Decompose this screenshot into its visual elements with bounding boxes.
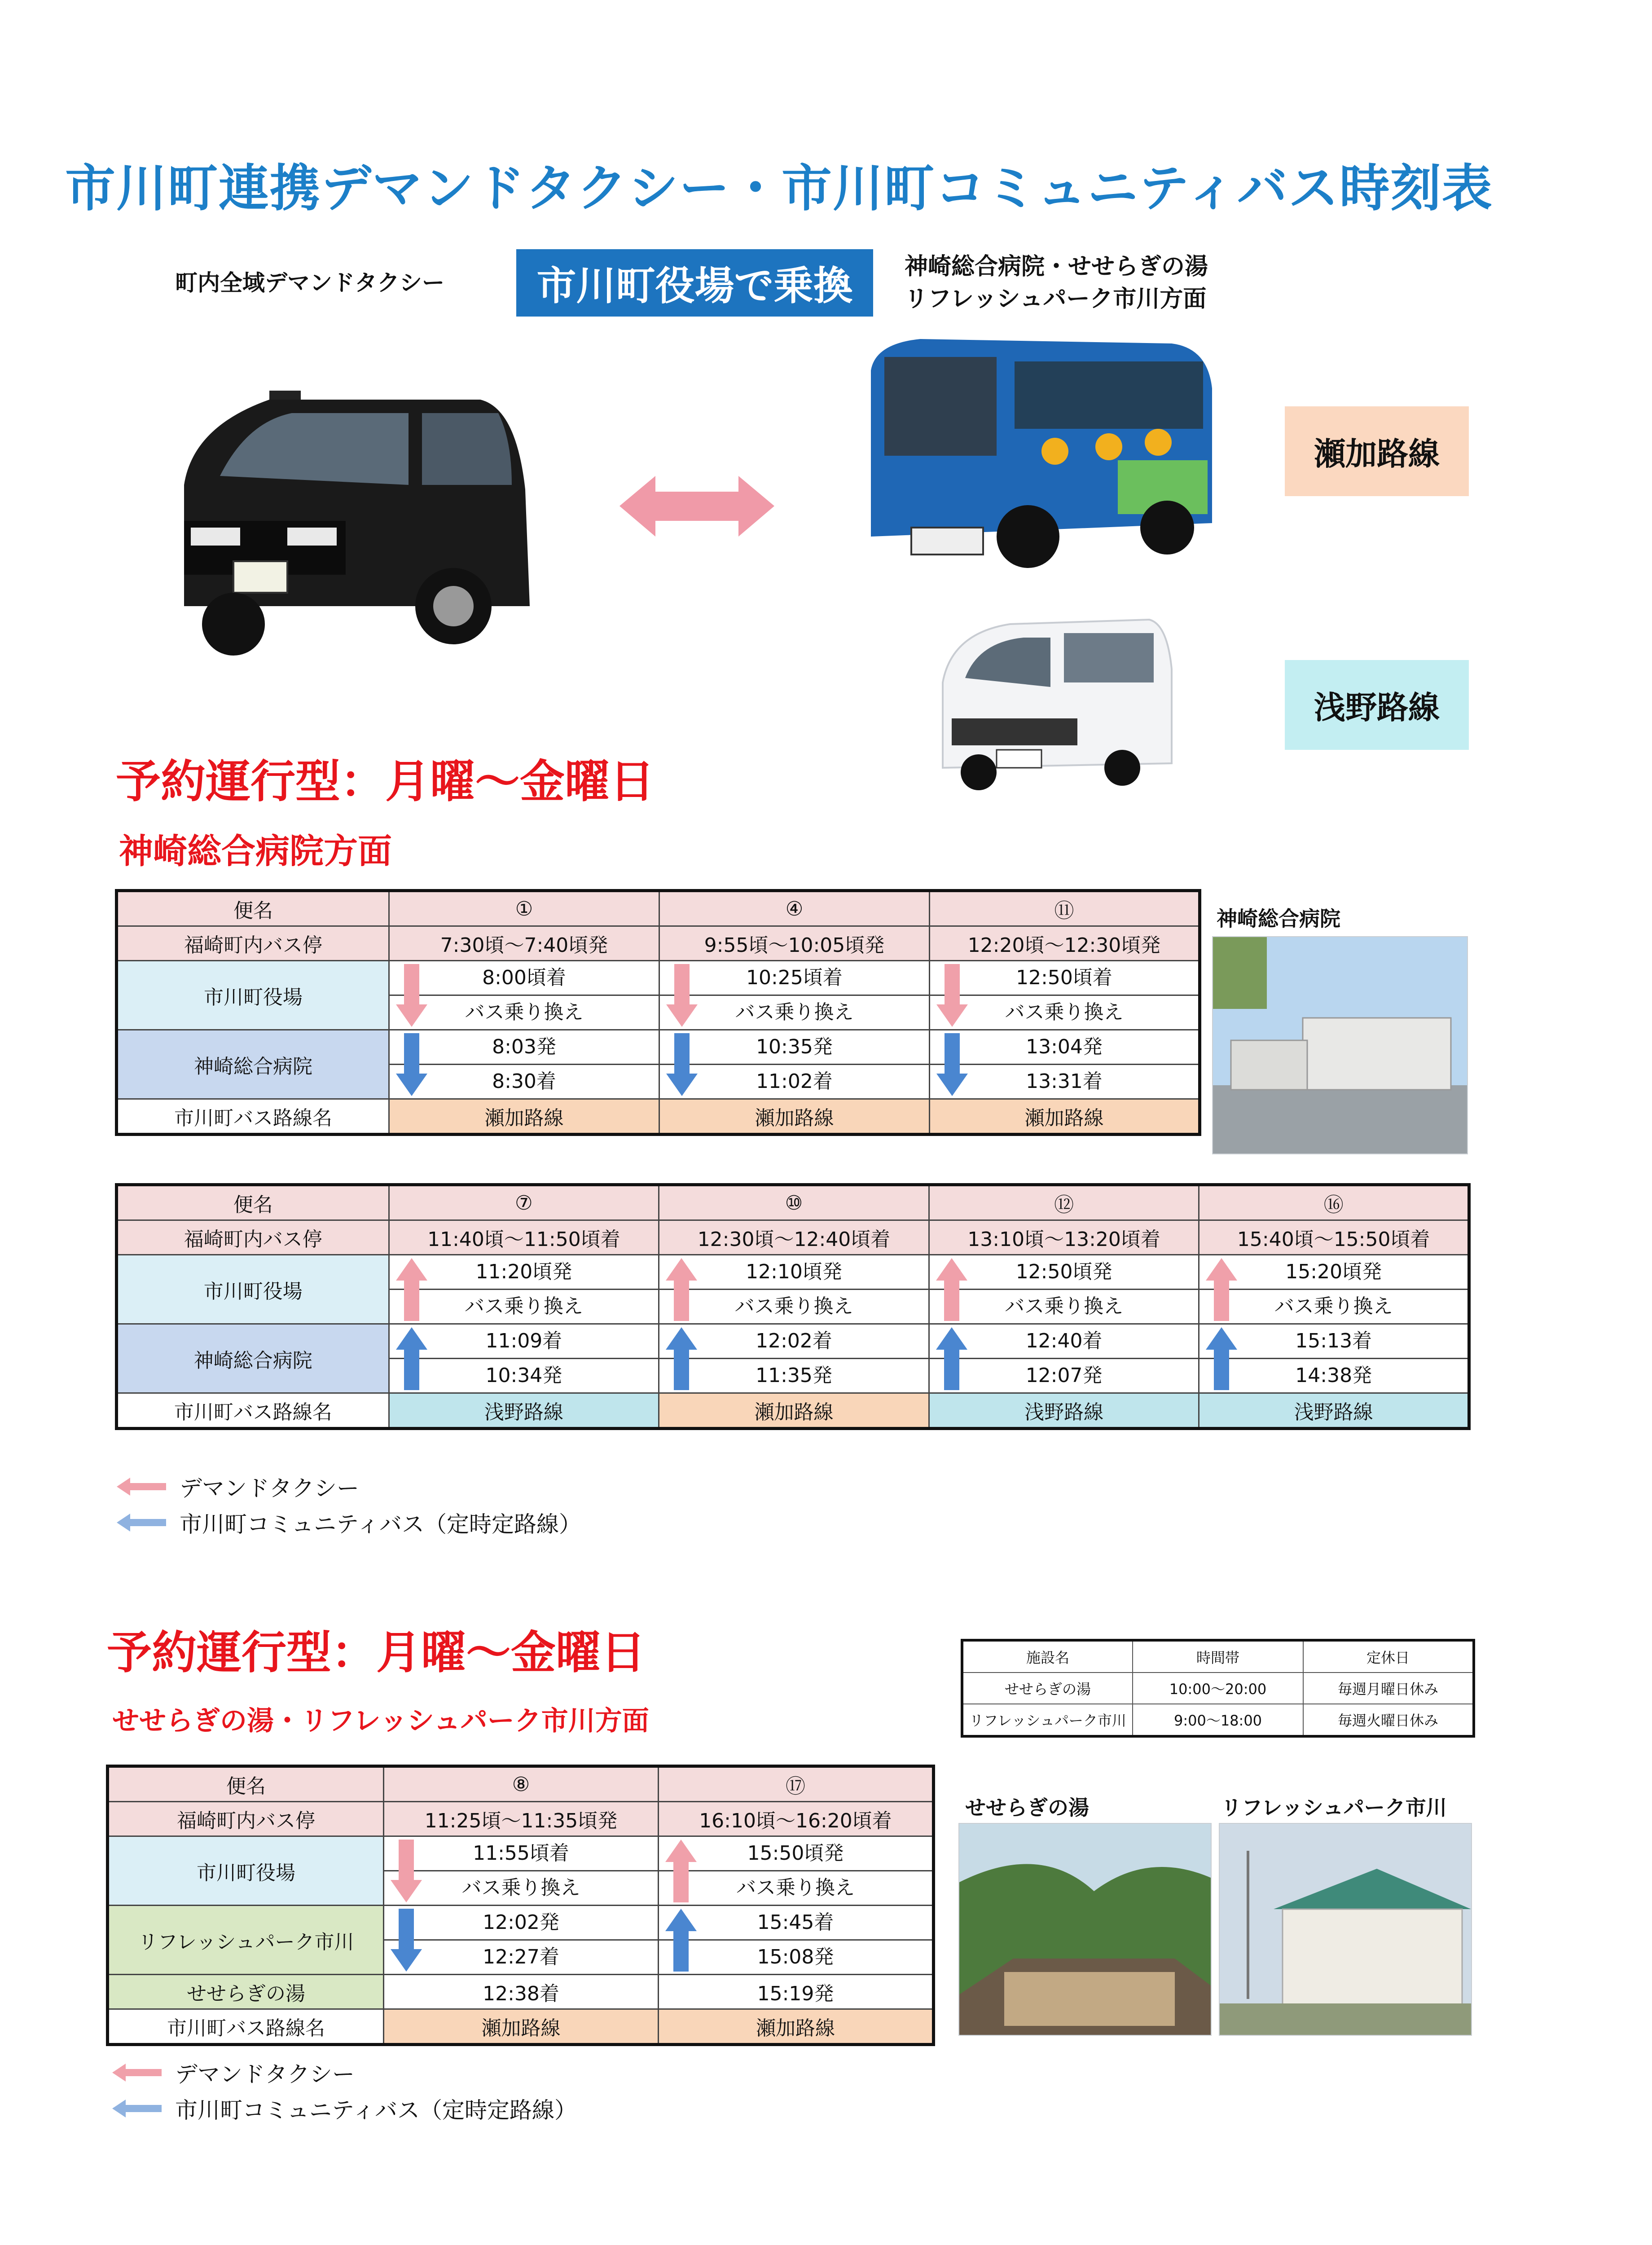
- refresh-park-photo-caption: リフレッシュパーク市川: [1221, 1796, 1447, 1820]
- taxi-up-arrow-icon: [665, 1840, 697, 1902]
- seseragi-time: 12:38着: [384, 1975, 659, 2009]
- route-name: 瀬加路線: [389, 1099, 659, 1135]
- townhall-arrive: 10:25頃着: [660, 961, 929, 996]
- townhall-transfer: バス乗り換え: [465, 1001, 584, 1024]
- taxi-down-arrow-icon: [666, 964, 698, 1027]
- info-cell: せせらぎの湯: [962, 1673, 1133, 1704]
- townhall-arrive: 11:55頃着: [384, 1837, 658, 1871]
- townhall-transfer: バス乗り換え: [461, 1876, 580, 1899]
- section2-heading: 予約運行型：月曜～金曜日: [107, 1626, 646, 1679]
- hospital-depart: 12:07発: [1025, 1364, 1103, 1387]
- hospital-arrive: 8:30着: [492, 1070, 556, 1093]
- timetable-cell: [659, 1906, 934, 1975]
- fukusaki-time: 16:10頃～16:20頃着: [659, 1802, 934, 1836]
- row-label-service: 便名: [117, 1185, 389, 1220]
- info-header: 定休日: [1303, 1640, 1474, 1673]
- service-no: ⑦: [389, 1185, 659, 1220]
- timetable-cell: [384, 1836, 659, 1906]
- fukusaki-time: 15:40頃～15:50頃着: [1199, 1220, 1469, 1255]
- facility-hours-table: [961, 1639, 1475, 1738]
- bus-arrow-icon: [117, 1514, 166, 1532]
- timetable-cell: [389, 1324, 659, 1393]
- townhall-transfer: バス乗り換え: [734, 1295, 853, 1318]
- bus-up-arrow-icon: [396, 1327, 427, 1390]
- legend-taxi-2: [112, 2056, 355, 2089]
- taxi-arrow-icon: [117, 1478, 166, 1496]
- row-label-route: 市川町バス路線名: [117, 1393, 389, 1429]
- route-label-seka: 瀬加路線: [1285, 406, 1469, 496]
- timetable-cell: [389, 961, 659, 1030]
- service-no: ⑯: [1199, 1185, 1469, 1220]
- bus-down-arrow-icon: [396, 1033, 427, 1096]
- service-no: ⑪: [929, 891, 1199, 926]
- townhall-depart: 11:20頃発: [390, 1255, 659, 1290]
- seseragi-photo: [958, 1823, 1212, 2036]
- route-name: 浅野路線: [1199, 1393, 1469, 1429]
- route-name: 瀬加路線: [929, 1099, 1199, 1135]
- refresh-park-photo: [1219, 1823, 1472, 2036]
- destination-line-1: 神崎総合病院・せせらぎの湯: [905, 253, 1208, 280]
- townhall-arrive: 15:13着: [1199, 1325, 1467, 1359]
- townhall-depart: 12:10頃発: [659, 1255, 928, 1290]
- timetable-cell: [659, 1255, 929, 1324]
- taxi-label: 町内全域デマンドタクシー: [175, 270, 444, 296]
- fukusaki-time: 9:55頃～10:05頃発: [659, 926, 929, 961]
- transfer-banner: 市川町役場で乗換: [516, 249, 873, 317]
- timetable-cell: [389, 1255, 659, 1324]
- destination-label: [905, 251, 1208, 315]
- van-image: [934, 615, 1176, 795]
- timetable-cell: [389, 1030, 659, 1099]
- timetable-cell: [659, 1836, 934, 1906]
- bus-up-arrow-icon: [936, 1327, 967, 1390]
- townhall-depart: 12:02発: [384, 1906, 658, 1941]
- row-label-fukusaki: 福崎町内バス停: [108, 1802, 384, 1836]
- taxi-down-arrow-icon: [391, 1840, 422, 1902]
- service-no: ⑫: [929, 1185, 1199, 1220]
- timetable-hospital-1: [115, 889, 1201, 1136]
- info-cell: リフレッシュパーク市川: [962, 1704, 1133, 1736]
- fukusaki-time: 12:20頃～12:30頃発: [929, 926, 1199, 961]
- fukusaki-time: 11:40頃～11:50頃着: [389, 1220, 659, 1255]
- section2-subheading: せせらぎの湯・リフレッシュパーク市川方面: [112, 1705, 649, 1737]
- double-arrow-icon: [620, 476, 774, 537]
- destination-line-2: リフレッシュパーク市川方面: [905, 286, 1207, 313]
- timetable-cell: [1199, 1324, 1469, 1393]
- service-no: ①: [389, 891, 659, 926]
- timetable-cell: [929, 1030, 1199, 1099]
- townhall-transfer: バス乗り換え: [736, 1876, 855, 1899]
- info-cell: 毎週火曜日休み: [1303, 1704, 1474, 1736]
- refresh-park-time: 15:08発: [757, 1946, 834, 1968]
- bus-down-arrow-icon: [391, 1909, 422, 1972]
- info-header: 施設名: [962, 1640, 1133, 1673]
- route-name: 瀬加路線: [659, 1393, 929, 1429]
- townhall-arrive: 12:40着: [930, 1325, 1199, 1359]
- section1-subheading: 神崎総合病院方面: [119, 831, 392, 871]
- bus-image: [857, 335, 1217, 581]
- bus-down-arrow-icon: [666, 1033, 698, 1096]
- taxi-up-arrow-icon: [666, 1258, 697, 1321]
- route-name: 瀬加路線: [384, 2009, 659, 2045]
- townhall-transfer: バス乗り換え: [1005, 1001, 1124, 1024]
- townhall-arrive: 12:02着: [659, 1325, 928, 1359]
- row-label-service: 便名: [108, 1766, 384, 1802]
- timetable-seseragi: [106, 1765, 935, 2046]
- hospital-arrive: 13:31着: [1026, 1070, 1103, 1093]
- townhall-transfer: バス乗り換え: [735, 1001, 854, 1024]
- hospital-depart: 10:34発: [485, 1364, 562, 1387]
- route-name: 瀬加路線: [659, 2009, 934, 2045]
- info-cell: 9:00～18:00: [1133, 1704, 1303, 1736]
- townhall-transfer: バス乗り換え: [1274, 1295, 1393, 1318]
- row-label-route: 市川町バス路線名: [108, 2009, 384, 2045]
- fukusaki-time: 11:25頃～11:35頃発: [384, 1802, 659, 1836]
- service-no: ⑧: [384, 1766, 659, 1802]
- route-name: 浅野路線: [929, 1393, 1199, 1429]
- seseragi-photo-caption: せせらぎの湯: [965, 1796, 1089, 1820]
- page-title: 市川町連携デマンドタクシー・市川町コミュニティバス時刻表: [65, 159, 1493, 218]
- timetable-cell: [1199, 1255, 1469, 1324]
- bus-up-arrow-icon: [666, 1327, 697, 1390]
- hospital-depart: 14:38発: [1295, 1364, 1372, 1387]
- legend-taxi: [117, 1470, 359, 1503]
- townhall-depart: 12:50頃発: [930, 1255, 1199, 1290]
- route-name: 瀬加路線: [659, 1099, 929, 1135]
- townhall-depart: 15:50頃発: [659, 1837, 932, 1871]
- row-label-town-hall: 市川町役場: [117, 1255, 389, 1324]
- bus-down-arrow-icon: [936, 1033, 968, 1096]
- timetable-cell: [659, 1324, 929, 1393]
- hospital-depart: 11:35発: [756, 1364, 832, 1387]
- row-label-hospital: 神崎総合病院: [117, 1030, 389, 1099]
- service-no: ④: [659, 891, 929, 926]
- taxi-up-arrow-icon: [1206, 1258, 1237, 1321]
- timetable-cell: [929, 961, 1199, 1030]
- hospital-photo: [1212, 936, 1468, 1154]
- timetable-cell: [659, 961, 929, 1030]
- timetable-cell: [929, 1324, 1199, 1393]
- townhall-arrive: 15:45着: [659, 1906, 932, 1941]
- bus-up-arrow-icon: [665, 1909, 697, 1972]
- townhall-transfer: バス乗り換え: [464, 1295, 583, 1318]
- timetable-hospital-2: [115, 1183, 1471, 1430]
- legend-taxi-label: デマンドタクシー: [175, 2061, 355, 2087]
- legend-taxi-label: デマンドタクシー: [180, 1475, 359, 1501]
- taxi-up-arrow-icon: [936, 1258, 967, 1321]
- taxi-down-arrow-icon: [396, 964, 427, 1027]
- route-label-asano: 浅野路線: [1285, 660, 1469, 750]
- townhall-depart: 10:35発: [660, 1030, 929, 1065]
- row-label-hospital: 神崎総合病院: [117, 1324, 389, 1393]
- legend-bus-2: [112, 2092, 577, 2125]
- legend-bus-label: 市川町コミュニティバス（定時定路線）: [175, 2097, 577, 2123]
- bus-up-arrow-icon: [1206, 1327, 1237, 1390]
- timetable-cell: [384, 1906, 659, 1975]
- timetable-cell: [929, 1255, 1199, 1324]
- info-cell: 10:00～20:00: [1133, 1673, 1303, 1704]
- taxi-image: [157, 373, 543, 660]
- taxi-up-arrow-icon: [396, 1258, 427, 1321]
- hospital-arrive: 11:02着: [756, 1070, 833, 1093]
- route-name: 浅野路線: [389, 1393, 659, 1429]
- row-label-route: 市川町バス路線名: [117, 1099, 389, 1135]
- service-no: ⑰: [659, 1766, 934, 1802]
- bus-arrow-icon: [112, 2100, 162, 2117]
- seseragi-time: 15:19発: [659, 1975, 934, 2009]
- row-label-town-hall: 市川町役場: [117, 961, 389, 1030]
- fukusaki-time: 7:30頃～7:40頃発: [389, 926, 659, 961]
- taxi-down-arrow-icon: [936, 964, 968, 1027]
- townhall-transfer: バス乗り換え: [1005, 1295, 1124, 1318]
- fukusaki-time: 13:10頃～13:20頃着: [929, 1220, 1199, 1255]
- townhall-depart: 8:03発: [390, 1030, 659, 1065]
- hospital-photo-caption: 神崎総合病院: [1217, 907, 1340, 931]
- row-label-fukusaki: 福崎町内バス停: [117, 926, 389, 961]
- fukusaki-time: 12:30頃～12:40頃着: [659, 1220, 929, 1255]
- townhall-depart: 15:20頃発: [1199, 1255, 1467, 1290]
- timetable-cell: [659, 1030, 929, 1099]
- row-label-service: 便名: [117, 891, 389, 926]
- townhall-arrive: 11:09着: [390, 1325, 659, 1359]
- row-label-seseragi: せせらぎの湯: [108, 1975, 384, 2009]
- service-no: ⑩: [659, 1185, 929, 1220]
- info-header: 時間帯: [1133, 1640, 1303, 1673]
- taxi-arrow-icon: [112, 2064, 162, 2082]
- info-cell: 毎週月曜日休み: [1303, 1673, 1474, 1704]
- row-label-town-hall: 市川町役場: [108, 1836, 384, 1906]
- section1-heading: 予約運行型：月曜～金曜日: [116, 755, 655, 808]
- townhall-arrive: 12:50頃着: [930, 961, 1198, 996]
- row-label-fukusaki: 福崎町内バス停: [117, 1220, 389, 1255]
- legend-bus: [117, 1506, 581, 1539]
- townhall-arrive: 8:00頃着: [390, 961, 659, 996]
- townhall-depart: 13:04発: [930, 1030, 1198, 1065]
- refresh-park-time: 12:27着: [483, 1946, 559, 1968]
- legend-bus-label: 市川町コミュニティバス（定時定路線）: [180, 1511, 581, 1537]
- row-label-refresh-park: リフレッシュパーク市川: [108, 1906, 384, 1975]
